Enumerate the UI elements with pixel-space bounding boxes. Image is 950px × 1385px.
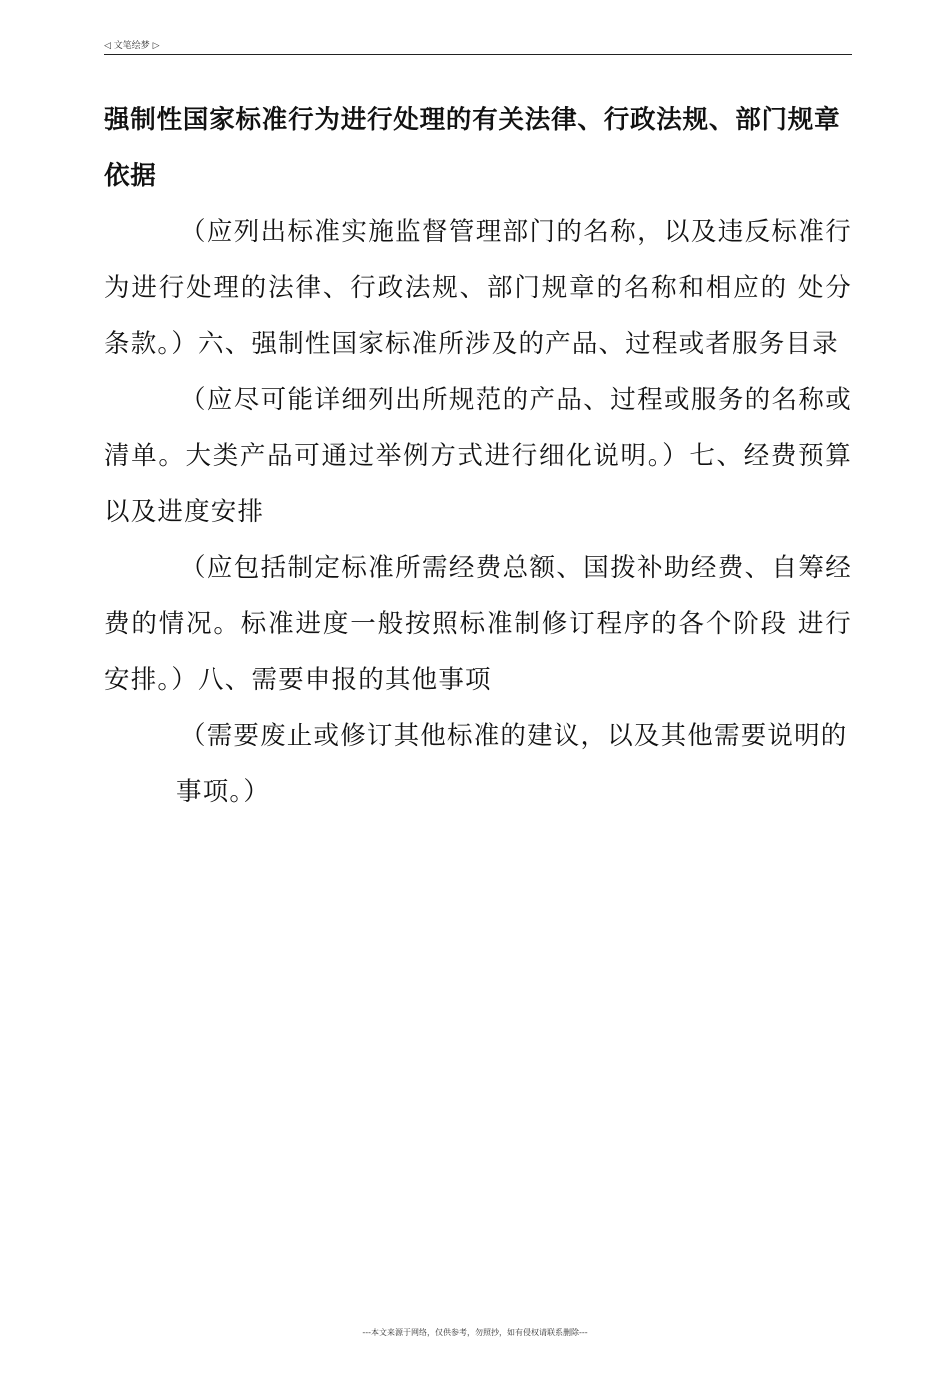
paragraph-products: （应尽可能详细列出所规范的产品、过程或服务的名称或清单。大类产品可通过举例方式进行细化说明。）七、经费预算以及进度安排: [104, 385, 852, 527]
document-body: [104, 92, 852, 820]
page-footer: ---本文来源于网络，仅供参考，勿照抄，如有侵权请联系删除---: [362, 1328, 588, 1337]
header-label: ◁ 文笔绘梦 ▷: [104, 41, 160, 51]
paragraph-other-matters: （需要废止或修订其他标准的建议，以及其他需要说明的: [180, 721, 848, 751]
paragraph-budget: （应包括制定标准所需经费总额、国拨补助经费、自筹经费的情况。标准进度一般按照标准制修订程序的各个阶段 进行安排。）八、需要申报的其他事项: [104, 553, 852, 695]
paragraph-closing: 事项。）: [176, 777, 271, 807]
section-heading: 强制性国家标准行为进行处理的有关法律、行政法规、部门规章依据: [104, 105, 841, 191]
page-header: [104, 40, 852, 55]
paragraph-supervision: （应列出标准实施监督管理部门的名称，以及违反标准行为进行处理的法律、行政法规、部门规章的名称和相应的 处分条款。）六、强制性国家标准所涉及的产品、过程或者服务目录: [104, 217, 852, 359]
